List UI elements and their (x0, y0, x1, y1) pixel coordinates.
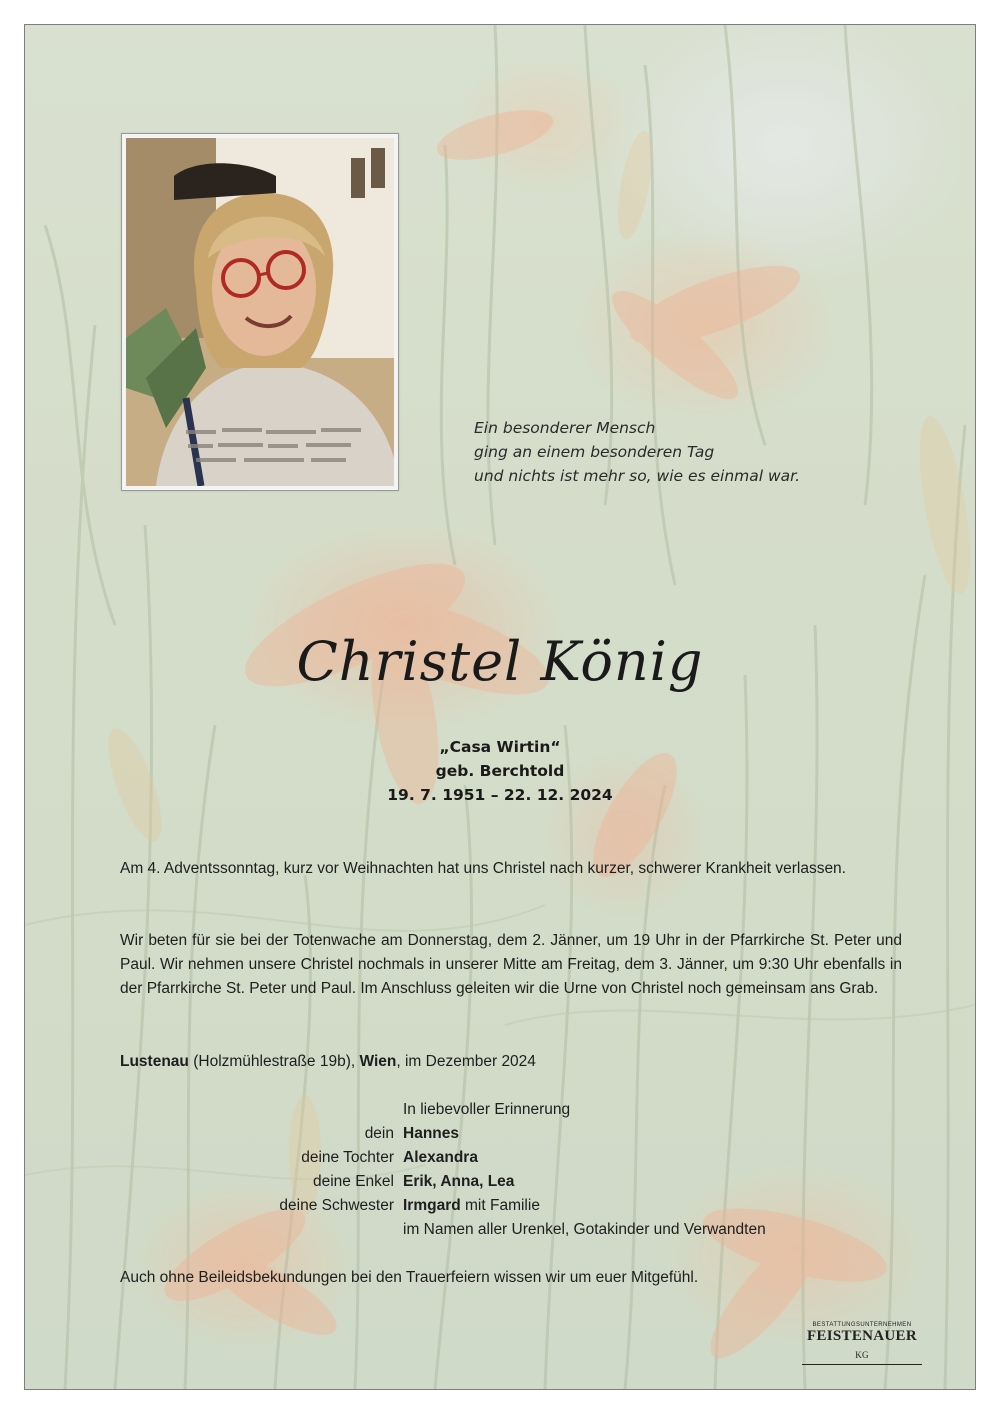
nickname: „Casa Wirtin“ (439, 738, 561, 756)
mourner-row (120, 1122, 910, 1146)
mourner-relation: deine Enkel (312, 1173, 394, 1190)
mourner-relation: deine Schwester (279, 1197, 394, 1214)
place-lustenau: Lustenau (120, 1053, 189, 1070)
quote-line: und nichts ist mehr so, wie es einmal war. (474, 467, 801, 485)
mourners-outro-row (120, 1218, 910, 1242)
quote-line: Ein besonderer Mensch (474, 419, 656, 437)
mourner-row (120, 1146, 910, 1170)
quote-line: ging an einem besonderen Tag (474, 443, 715, 461)
mourners-outro: im Namen aller Urenkel, Gotakinder und Verwandten (403, 1221, 766, 1238)
logo-suffix: KG (855, 1350, 869, 1360)
mourner-relation: deine Tochter (301, 1149, 394, 1166)
portrait-frame (121, 133, 399, 491)
mourner-relation: dein (364, 1125, 394, 1142)
birth-name: geb. Berchtold (435, 762, 565, 780)
funeral-home-logo (802, 1322, 922, 1365)
mourner-names: Irmgard (403, 1197, 461, 1214)
portrait-photo (126, 138, 394, 486)
mourner-row (120, 1170, 910, 1194)
deceased-name: Christel König (296, 630, 704, 693)
place-wien: Wien (359, 1053, 397, 1070)
place-date: , im Dezember 2024 (396, 1053, 536, 1070)
mourner-names: Hannes (403, 1125, 459, 1142)
place-date-line (120, 1050, 902, 1074)
logo-tagline: BESTATTUNGSUNTERNEHMEN (812, 1322, 912, 1328)
announcement-paragraph: Am 4. Adventssonntag, kurz vor Weihnachten hat uns Christel nach kurzer, schwerer Krankheit verlassen. (120, 860, 846, 877)
mourner-row (120, 1194, 910, 1218)
closing-line: Auch ohne Beileidsbekundungen bei den Trauerfeiern wissen wir um euer Mitgefühl. (120, 1269, 699, 1286)
place-lustenau-detail: (Holzmühlestraße 19b), (188, 1053, 360, 1070)
mourner-names: Alexandra (403, 1149, 478, 1166)
memorial-quote (474, 416, 894, 488)
service-paragraph: Wir beten für sie bei der Totenwache am Donnerstag, dem 2. Jänner, um 19 Uhr in der Pfarrkirche St. Peter und Paul. Wir nehmen unsere Christel nochmals in unserer Mitte am Freitag, dem 3. Jänner, um 9:30 Uhr ebenfalls in der Pfarrkirche St. Peter und Paul. Im Anschluss geleiten wir die Urne von Christel noch gemeinsam ans Grab. (120, 932, 902, 997)
logo-name: FEISTENAUER KG (802, 1328, 922, 1365)
mourners-intro: In liebevoller Erinnerung (403, 1101, 571, 1118)
mourner-suffix: mit Familie (460, 1197, 540, 1214)
mourners-list (120, 1098, 910, 1242)
life-dates: 19. 7. 1951 – 22. 12. 2024 (387, 786, 613, 804)
mourner-names: Erik, Anna, Lea (403, 1173, 515, 1190)
mourners-intro-row (120, 1098, 910, 1122)
obituary-sheet (24, 24, 976, 1390)
